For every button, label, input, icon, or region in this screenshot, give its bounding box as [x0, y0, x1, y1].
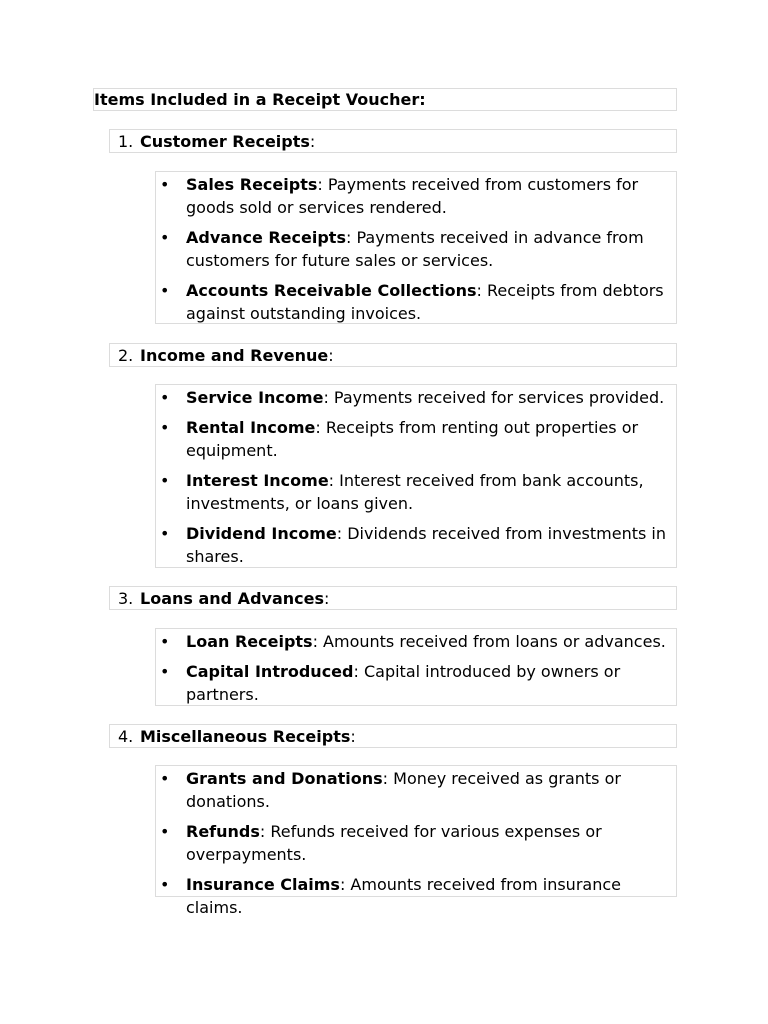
item-description: : Amounts received from loans or advances.	[312, 632, 666, 651]
bullet-icon: •	[160, 228, 170, 247]
section-title-text: Income and Revenue	[140, 346, 329, 365]
section-title: Loans and Advances:	[140, 589, 330, 608]
item-term: Capital Introduced	[186, 662, 354, 681]
section-title-text: Miscellaneous Receipts	[140, 727, 351, 746]
bullet-icon: •	[160, 281, 170, 300]
bullet-icon: •	[160, 632, 170, 651]
item-description: : Receipts from renting out properties or equipment.	[186, 418, 639, 460]
item-term: Dividend Income	[186, 524, 337, 543]
section-number: 2.	[118, 346, 134, 365]
section-number: 4.	[118, 727, 134, 746]
section-heading-income-and-revenue	[109, 343, 677, 367]
bullet-list-loans-and-advances	[155, 628, 677, 706]
item-description: : Payments received for services provided.	[323, 388, 665, 407]
bullet-icon: •	[160, 875, 170, 894]
item-description: : Payments received in advance from customers for future sales or services.	[186, 228, 644, 270]
item-description: : Receipts from debtors against outstanding invoices.	[186, 281, 664, 323]
bullet-icon: •	[160, 175, 170, 194]
bullet-icon: •	[160, 769, 170, 788]
section-heading-loans-and-advances	[109, 586, 677, 610]
item-term: Refunds	[186, 822, 260, 841]
bullet-icon: •	[160, 662, 170, 681]
item-term: Insurance Claims	[186, 875, 340, 894]
section-title-text: Customer Receipts	[140, 132, 310, 151]
section-heading-customer-receipts	[109, 129, 677, 153]
bullet-list-miscellaneous-receipts	[155, 765, 677, 917]
bullet-icon: •	[160, 388, 170, 407]
item-term: Sales Receipts	[186, 175, 318, 194]
item-term: Advance Receipts	[186, 228, 346, 247]
section-title-text: Loans and Advances	[140, 589, 324, 608]
item-description: : Interest received from bank accounts, investments, or loans given.	[186, 471, 644, 513]
item-term: Loan Receipts	[186, 632, 313, 651]
section-title: Miscellaneous Receipts:	[140, 727, 356, 746]
section-title: Customer Receipts:	[140, 132, 316, 151]
item-description: : Amounts received from insurance claims.	[186, 875, 621, 917]
item-description: : Money received as grants or donations.	[186, 769, 621, 811]
item-term: Accounts Receivable Collections	[186, 281, 477, 300]
item-description: : Dividends received from investments in shares.	[186, 524, 667, 566]
bullet-list-income-and-revenue	[155, 384, 677, 568]
item-term: Rental Income	[186, 418, 316, 437]
item-description: : Capital introduced by owners or partners.	[186, 662, 621, 704]
bullet-icon: •	[160, 471, 170, 490]
bullet-icon: •	[160, 524, 170, 543]
item-description: : Refunds received for various expenses or overpayments.	[186, 822, 602, 864]
document-heading: Items Included in a Receipt Voucher:	[93, 88, 677, 111]
bullet-icon: •	[160, 822, 170, 841]
bullet-icon: •	[160, 418, 170, 437]
section-number: 1.	[118, 132, 134, 151]
section-heading-miscellaneous-receipts	[109, 724, 677, 748]
bullet-list-customer-receipts	[155, 171, 677, 324]
item-term: Interest Income	[186, 471, 329, 490]
item-term: Grants and Donations	[186, 769, 383, 788]
item-description: : Payments received from customers for goods sold or services rendered.	[186, 175, 639, 217]
section-title: Income and Revenue:	[140, 346, 334, 365]
section-number: 3.	[118, 589, 134, 608]
item-term: Service Income	[186, 388, 324, 407]
